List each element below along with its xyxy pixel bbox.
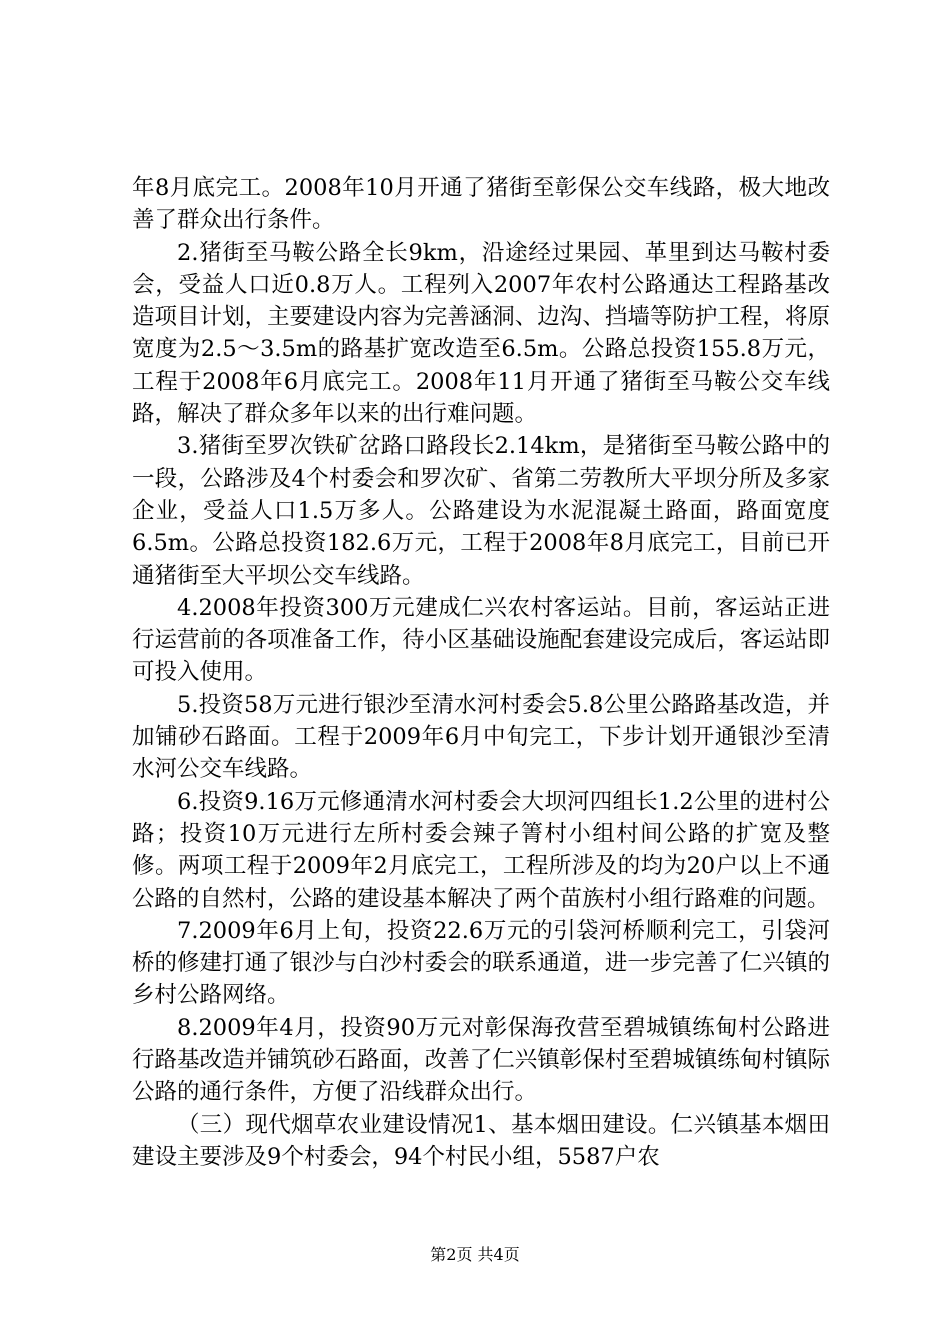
paragraph-item-3: 3.猪街至罗次铁矿岔路口路段长2.14km，是猪街至马鞍公路中的一段，公路涉及4个村委会和罗次矿、省第二劳教所大平坝分所及多家企业，受益人口1.5万多人。公路建设为水泥混凝土路面，路面宽度6.5m。公路总投资182.6万元，工程于2008年8月底完工，目前已开通猪街至大平坝公交车线路。: [132, 433, 830, 589]
paragraph-item-2: 2.猪街至马鞍公路全长9km，沿途经过果园、革里到达马鞍村委会，受益人口近0.8万人。工程列入2007年农村公路通达工程路基改造项目计划，主要建设内容为完善涵洞、边沟、挡墙等防护工程，将原宽度为2.5～3.5m的路基扩宽改造至6.5m。公路总投资155.8万元，工程于2008年6月底完工。2008年11月开通了猪街至马鞍公交车线路，解决了群众多年以来的出行难问题。: [132, 239, 830, 428]
paragraph-item-6: 6.投资9.16万元修通清水河村委会大坝河四组长1.2公里的进村公路；投资10万元进行左所村委会辣子箐村小组村间公路的扩宽及整修。两项工程于2009年2月底完工，工程所涉及的均为20户以上不通公路的自然村，公路的建设基本解决了两个苗族村小组行路难的问题。: [132, 788, 830, 912]
paragraph-item-4: 4.2008年投资300万元建成仁兴农村客运站。目前，客运站正进行运营前的各项准备工作，待小区基础设施配套建设完成后，客运站即可投入使用。: [132, 594, 830, 686]
paragraph-item-7: 7.2009年6月上旬，投资22.6万元的引袋河桥顺利完工，引袋河桥的修建打通了银沙与白沙村委会的联系通道，进一步完善了仁兴镇的乡村公路网络。: [132, 917, 830, 1009]
page-number-footer: 第2页 共4页: [430, 1245, 520, 1264]
paragraph-item-5: 5.投资58万元进行银沙至清水河村委会5.8公里公路路基改造，并加铺砂石路面。工程于2009年6月中旬完工，下步计划开通银沙至清水河公交车线路。: [132, 691, 830, 783]
document-body: [132, 172, 830, 1173]
paragraph-continuation: 年8月底完工。2008年10月开通了猪街至彰保公交车线路，极大地改善了群众出行条件。: [132, 175, 830, 234]
paragraph-section-3: （三）现代烟草农业建设情况1、基本烟田建设。仁兴镇基本烟田建设主要涉及9个村委会，94个村民小组，5587户农: [132, 1111, 830, 1170]
paragraph-item-8: 8.2009年4月，投资90万元对彰保海孜营至碧城镇练甸村公路进行路基改造并铺筑砂石路面，改善了仁兴镇彰保村至碧城镇练甸村镇际公路的通行条件，方便了沿线群众出行。: [132, 1014, 830, 1106]
